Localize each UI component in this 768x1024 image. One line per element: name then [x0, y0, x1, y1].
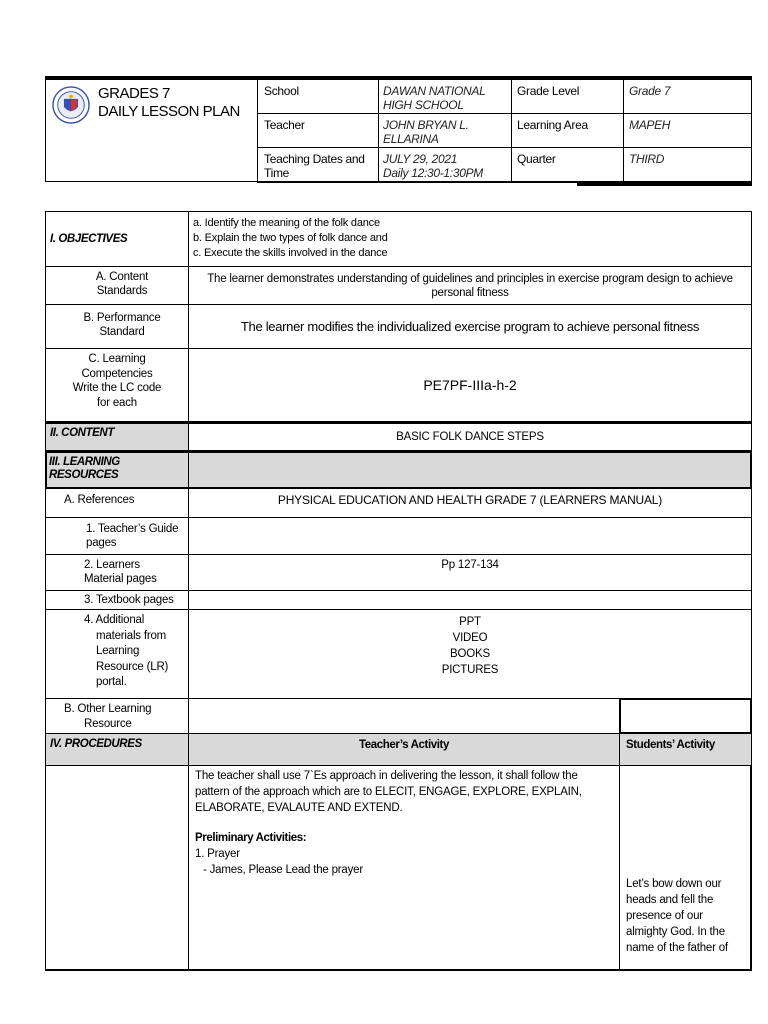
quarter-value: THIRD — [629, 152, 665, 166]
other-resources-label: B. Other Learning Resource — [45, 698, 189, 734]
prayer-item: 1. Prayer — [195, 848, 240, 860]
objectives-label: I. OBJECTIVES — [50, 233, 128, 245]
other-resources-value — [188, 698, 620, 734]
additional-materials-label: 4. Additional materials from Learning Resource (LR) portal. — [45, 609, 189, 699]
performance-standard-text: The learner modifies the individualized exercise program to achieve personal fitness — [188, 304, 752, 349]
additional-materials-list — [188, 609, 752, 699]
header-divider — [511, 80, 512, 181]
school-label: School — [264, 84, 299, 98]
objectives-label-cell — [45, 211, 189, 267]
student-response-line: almighty God. In the — [626, 926, 725, 938]
additional-materials-row — [45, 609, 752, 699]
student-response-line: heads and fell the — [626, 894, 714, 906]
teachers-guide-label: 1. Teacher’s Guide pages — [45, 517, 189, 555]
objective-item: c. Execute the skills involved in the dance — [193, 247, 388, 259]
objectives-row — [45, 211, 752, 267]
preliminary-heading: Preliminary Activities: — [195, 832, 307, 844]
learning-resources-row — [45, 451, 752, 489]
school-value: DAWAN NATIONAL HIGH SCHOOL — [383, 84, 486, 112]
objective-item: b. Explain the two types of folk dance and — [193, 232, 388, 244]
teaching-dates-label: Teaching Dates and Time — [264, 152, 365, 180]
lesson-plan-header — [45, 76, 752, 182]
learners-material-row — [45, 554, 752, 591]
procedures-header-row — [45, 733, 752, 766]
learning-resources-label: III. LEARNING RESOURCES — [49, 456, 120, 481]
content-label-cell — [45, 423, 189, 451]
learners-material-label: 2. Learners Material pages — [45, 554, 189, 591]
teaching-dates-value: JULY 29, 2021 Daily 12:30-1:30PM — [383, 152, 483, 180]
material-item: BOOKS — [450, 648, 490, 660]
content-standards-label: A. Content Standards — [45, 266, 189, 305]
teachers-activity-body — [188, 765, 620, 971]
objectives-list — [188, 211, 752, 267]
teacher-value: JOHN BRYAN L. ELLARINA — [383, 118, 469, 146]
students-activity-body — [619, 765, 752, 971]
textbook-pages-row — [45, 590, 752, 610]
students-activity-header: Students’ Activity — [619, 733, 752, 766]
student-response-line: presence of our — [626, 910, 703, 922]
material-item: PPT — [459, 616, 481, 628]
header-title-grades: GRADES 7 — [98, 85, 170, 102]
content-row — [45, 421, 752, 451]
content-standards-text: The learner demonstrates understanding of guidelines and principles in exercise program design to achieve personal fitness — [188, 266, 752, 305]
objective-item: a. Identify the meaning of the folk dance — [193, 217, 380, 229]
teachers-guide-row — [45, 517, 752, 555]
references-row — [45, 488, 752, 518]
grade-level-label: Grade Level — [517, 84, 580, 98]
learning-area-value: MAPEH — [629, 118, 671, 132]
teachers-guide-value — [188, 517, 752, 555]
intro-line: The teacher shall use 7`Es approach in delivering the lesson, it shall follow the — [195, 770, 578, 782]
learning-competencies-row — [45, 348, 752, 422]
other-resources-row — [45, 698, 752, 734]
student-response-line: Let’s bow down our — [626, 878, 722, 890]
procedures-empty-cell — [45, 765, 189, 971]
learning-area-label: Learning Area — [517, 118, 588, 132]
references-label: A. References — [45, 488, 189, 518]
intro-line: ELABORATE, EVALAUTE AND EXTEND. — [195, 802, 403, 814]
lesson-plan-table — [45, 211, 752, 971]
procedures-label-cell — [45, 733, 189, 766]
header-bottom-rule — [257, 181, 752, 183]
intro-line: pattern of the approach which are to ELECIT, ENGAGE, EXPLORE, EXPLAIN, — [195, 786, 582, 798]
learning-resources-header — [45, 451, 752, 489]
header-divider — [623, 80, 624, 181]
competency-code: PE7PF-IIIa-h-2 — [188, 348, 752, 422]
header-title-dlp: DAILY LESSON PLAN — [98, 103, 240, 120]
quarter-label: Quarter — [517, 152, 556, 166]
deped-seal-icon — [52, 86, 90, 124]
procedures-body-row — [45, 765, 752, 971]
material-item: VIDEO — [452, 632, 488, 644]
header-title-cell — [46, 80, 258, 181]
learners-material-text: Pp 127-134 — [188, 554, 752, 591]
performance-standard-row — [45, 304, 752, 349]
student-response-line: name of the father of — [626, 942, 728, 954]
teachers-activity-header: Teacher’s Activity — [188, 733, 620, 766]
other-resources-student-cell — [619, 698, 752, 734]
prayer-subitem: - James, Please Lead the prayer — [203, 864, 363, 876]
references-text: PHYSICAL EDUCATION AND HEALTH GRADE 7 (LEARNERS MANUAL) — [188, 488, 752, 518]
column-divider — [188, 451, 189, 489]
textbook-pages-value — [188, 590, 752, 610]
learning-competencies-label: C. Learning Competencies Write the LC code for each — [45, 348, 189, 422]
performance-standard-label: B. Performance Standard — [45, 304, 189, 349]
content-standards-row — [45, 266, 752, 305]
procedures-label: IV. PROCEDURES — [50, 738, 142, 750]
textbook-pages-label: 3. Textbook pages — [45, 590, 189, 610]
content-text: BASIC FOLK DANCE STEPS — [188, 423, 752, 451]
grade-level-value: Grade 7 — [629, 84, 671, 98]
teacher-label: Teacher — [264, 118, 305, 132]
content-label: II. CONTENT — [50, 427, 114, 439]
material-item: PICTURES — [441, 664, 499, 676]
